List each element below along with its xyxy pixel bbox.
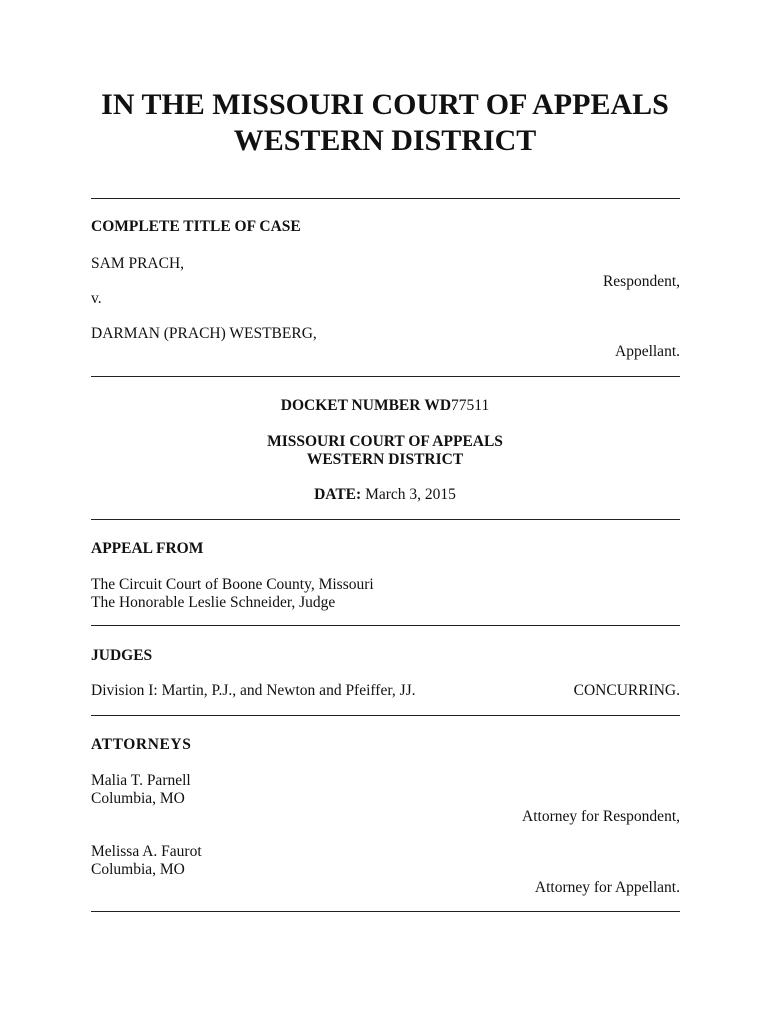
- attorney-city: Columbia, MO: [91, 790, 185, 807]
- docket-number-label: DOCKET NUMBER: [280, 397, 421, 414]
- docket-number-line: [0, 397, 770, 415]
- date-label: DATE:: [314, 486, 362, 503]
- divider: [91, 911, 680, 912]
- divider: [91, 519, 680, 520]
- judges-division: Division I: Martin, P.J., and Newton and Pfeiffer, JJ.: [91, 682, 416, 699]
- appeal-from-heading: APPEAL FROM: [91, 540, 204, 557]
- court-title-line1: IN THE MISSOURI COURT OF APPEALS: [101, 88, 669, 121]
- versus-label: v.: [91, 290, 102, 307]
- divider: [91, 715, 680, 716]
- attorney-role: Attorney for Appellant.: [534, 879, 680, 896]
- decision-date-line: [0, 486, 770, 504]
- divider: [91, 625, 680, 626]
- party-appellant-name: DARMAN (PRACH) WESTBERG,: [91, 325, 317, 342]
- docket-number-prefix: WD: [424, 397, 452, 414]
- court-title-line2: WESTERN DISTRICT: [233, 124, 537, 157]
- divider: [91, 376, 680, 377]
- docket-court-line2: WESTERN DISTRICT: [306, 451, 464, 468]
- docket-number-value: 77511: [451, 397, 490, 414]
- divider: [91, 198, 680, 199]
- attorney-role: Attorney for Respondent,: [522, 808, 680, 825]
- judges-heading: JUDGES: [91, 647, 153, 664]
- attorney-name: Malia T. Parnell: [91, 772, 191, 789]
- party-respondent-name: SAM PRACH,: [91, 255, 185, 272]
- appeal-from-judge: The Honorable Leslie Schneider, Judge: [91, 594, 336, 611]
- appeal-from-court: The Circuit Court of Boone County, Missouri: [91, 576, 374, 593]
- attorney-name: Melissa A. Faurot: [91, 843, 202, 860]
- judges-status: CONCURRING.: [573, 682, 680, 699]
- party-appellant-role: Appellant.: [615, 343, 680, 360]
- case-title-heading: COMPLETE TITLE OF CASE: [91, 218, 301, 235]
- attorneys-heading: ATTORNEYS: [91, 736, 192, 753]
- party-respondent-role: Respondent,: [602, 273, 680, 290]
- attorney-city: Columbia, MO: [91, 861, 185, 878]
- date-value: March 3, 2015: [365, 486, 456, 503]
- docket-court-line1: MISSOURI COURT OF APPEALS: [267, 433, 503, 450]
